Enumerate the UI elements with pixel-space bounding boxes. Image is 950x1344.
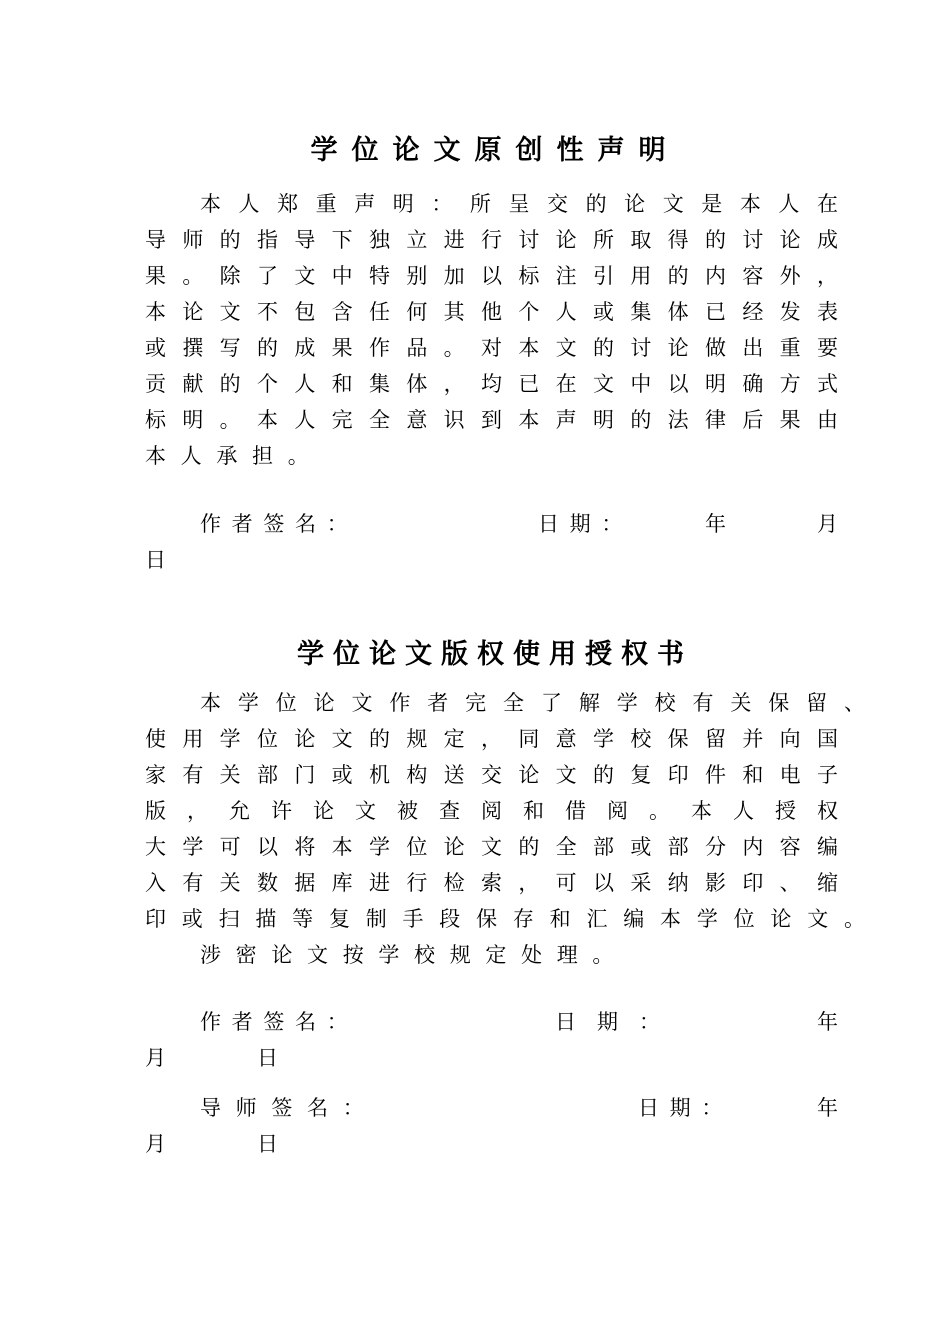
originality-line: 导 师 的 指 导 下 独 立 进 行 讨 论 所 取 得 的 讨 论 成 (145, 228, 838, 252)
author-signature-label: 作 者 签 名 ： (200, 512, 350, 536)
originality-line: 或 撰 写 的 成 果 作 品 。 对 本 文 的 讨 论 做 出 重 要 (145, 336, 838, 360)
copyright-line: 入 有 关 数 据 库 进 行 检 索 ， 可 以 采 纳 影 印 、 缩 (145, 871, 838, 895)
supervisor-date-label: 日 期 ： (638, 1096, 725, 1120)
author-month-label: 月 (145, 1046, 166, 1070)
originality-line: 标 明 。 本 人 完 全 意 识 到 本 声 明 的 法 律 后 果 由 (145, 408, 838, 432)
supervisor-day-label: 日 (257, 1132, 278, 1156)
date-label: 日 期 ： (538, 512, 625, 536)
copyright-title: 学位论文版权使用授权书 (297, 639, 693, 670)
supervisor-signature-label: 导 师 签 名 ： (200, 1096, 368, 1120)
copyright-line: 大 学 可 以 将 本 学 位 论 文 的 全 部 或 部 分 内 容 编 (145, 835, 838, 859)
supervisor-year-label: 年 (817, 1096, 838, 1120)
author-signature-label: 作 者 签 名 ： (200, 1010, 350, 1034)
copyright-line: 印 或 扫 描 等 复 制 手 段 保 存 和 汇 编 本 学 位 论 文 。 (145, 907, 865, 931)
month-label: 月 (817, 512, 838, 536)
copyright-line: 家 有 关 部 门 或 机 构 送 交 论 文 的 复 印 件 和 电 子 (145, 763, 838, 787)
originality-line: 本 人 承 担 。 (145, 444, 313, 468)
originality-title: 学位论文原创性声明 (310, 135, 680, 166)
year-label: 年 (705, 512, 726, 536)
author-date-label: 日 期 ： (555, 1010, 660, 1034)
originality-line: 贡 献 的 个 人 和 集 体 ， 均 已 在 文 中 以 明 确 方 式 (145, 372, 838, 396)
day-label: 日 (145, 548, 166, 572)
copyright-line: 涉 密 论 文 按 学 校 规 定 处 理 。 (200, 943, 618, 967)
copyright-line: 使 用 学 位 论 文 的 规 定 ， 同 意 学 校 保 留 并 向 国 (145, 727, 838, 751)
originality-line: 本 论 文 不 包 含 任 何 其 他 个 人 或 集 体 已 经 发 表 (145, 300, 838, 324)
copyright-line: 版 ， 允 许 论 文 被 查 阅 和 借 阅 。 本 人 授 权 (145, 799, 838, 823)
supervisor-month-label: 月 (145, 1132, 166, 1156)
originality-line: 果 。 除 了 文 中 特 别 加 以 标 注 引 用 的 内 容 外 ， (145, 264, 838, 288)
originality-line: 本 人 郑 重 声 明 ： 所 呈 交 的 论 文 是 本 人 在 (200, 192, 838, 216)
copyright-line: 本 学 位 论 文 作 者 完 全 了 解 学 校 有 关 保 留 、 (200, 691, 865, 715)
author-year-label: 年 (817, 1010, 838, 1034)
author-day-label: 日 (257, 1046, 278, 1070)
